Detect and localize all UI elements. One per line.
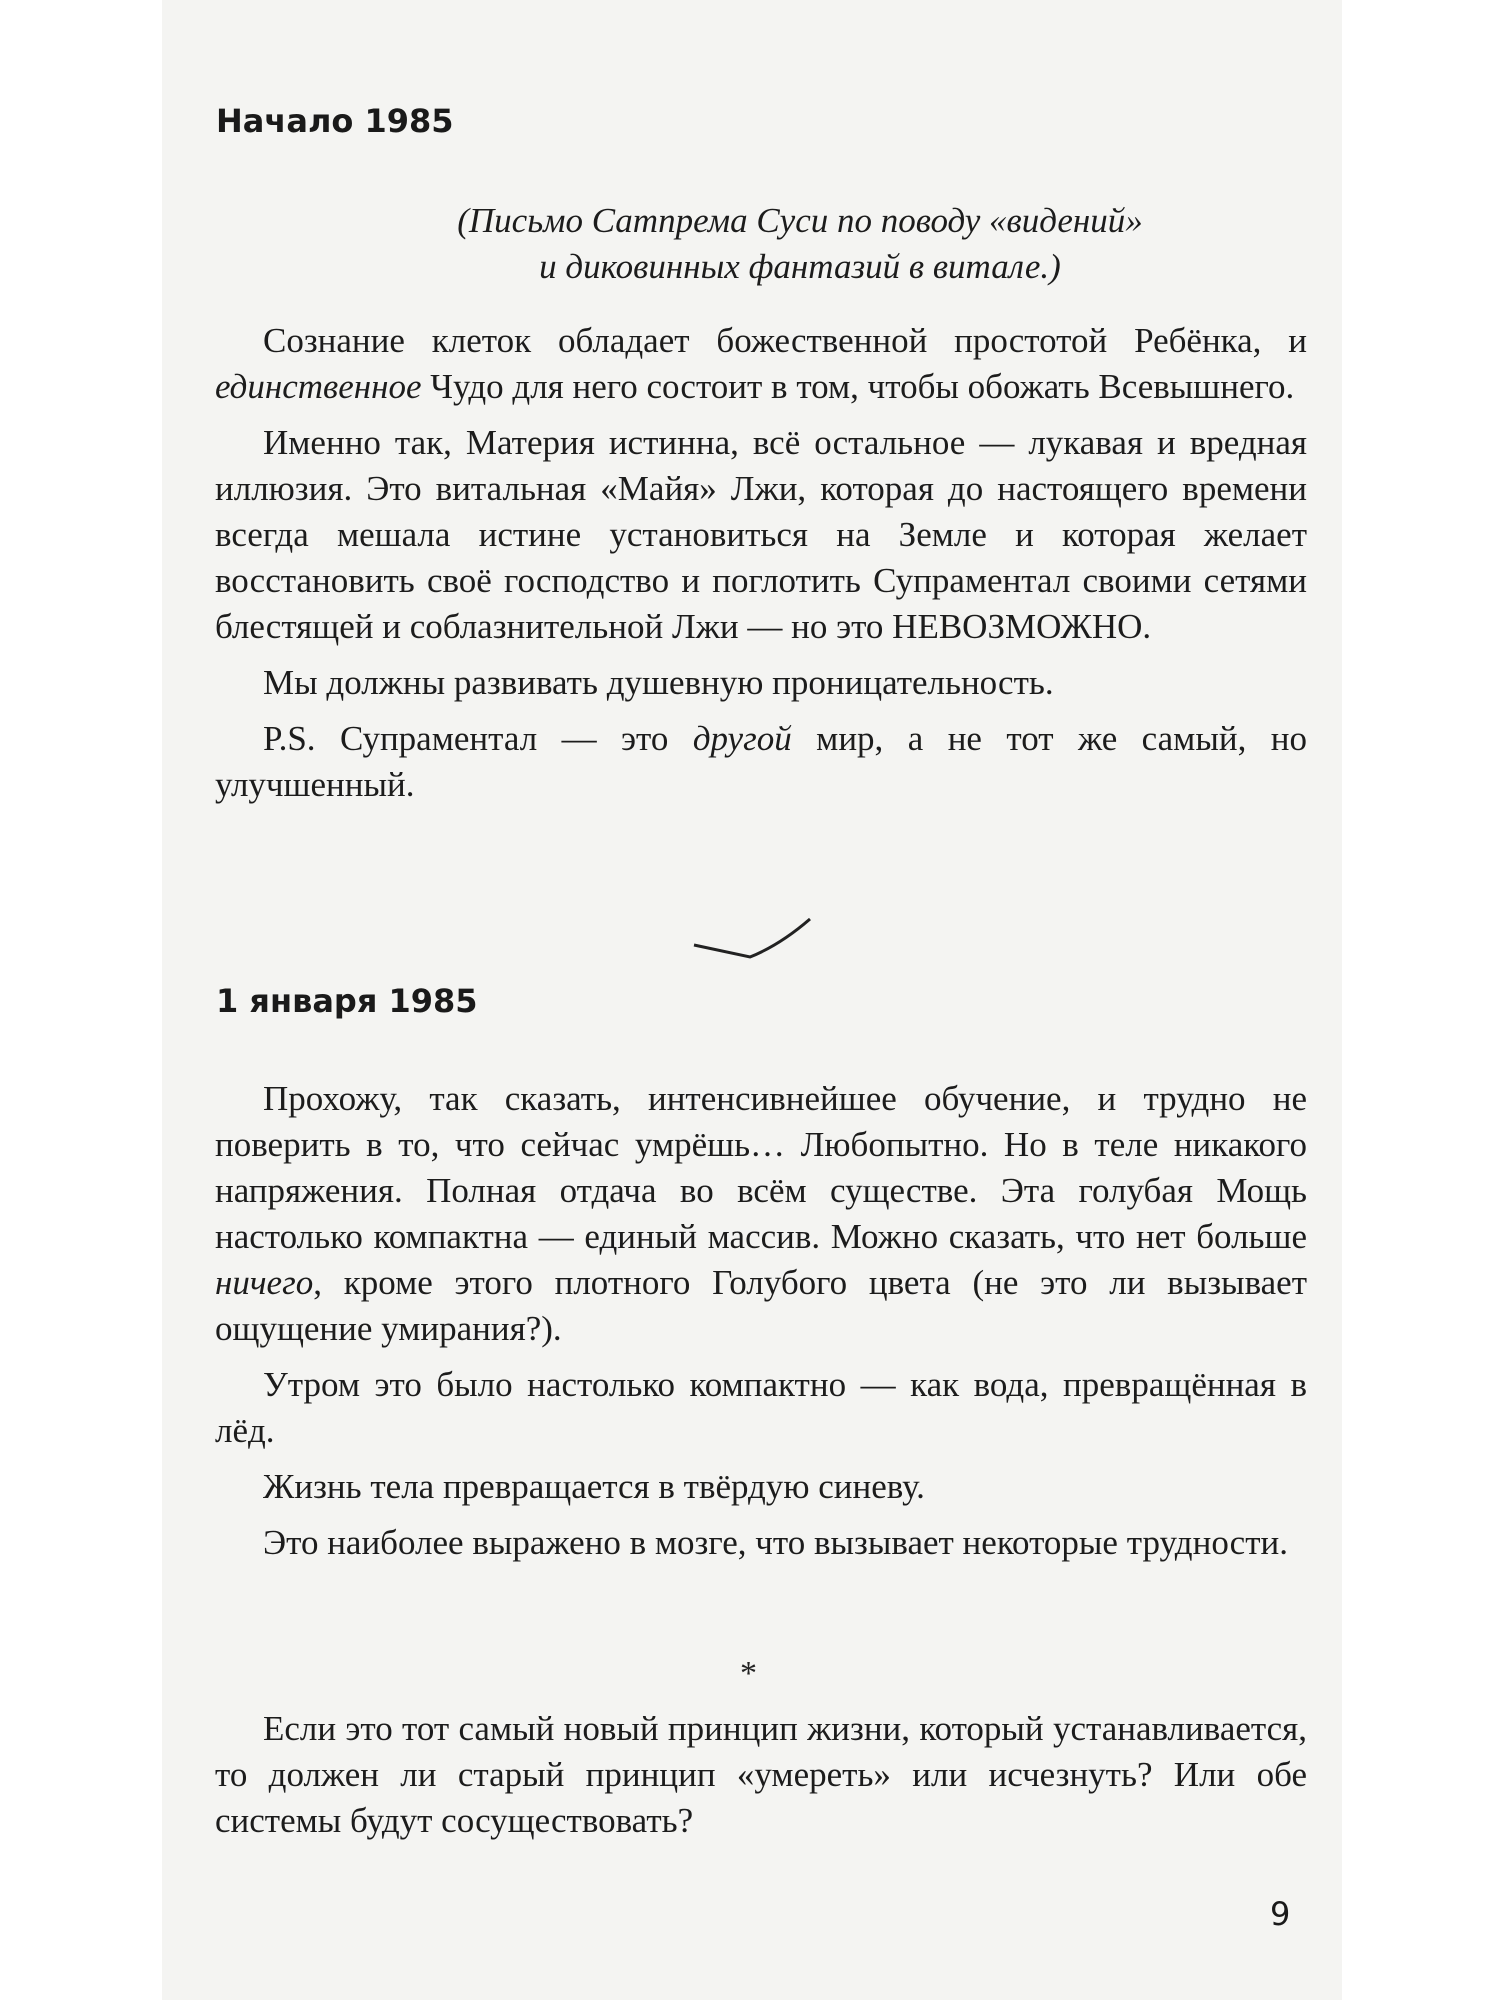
paragraph: Это наиболее выражено в мозге, что вызывает некоторые трудности.: [263, 1523, 1288, 1562]
paragraph: Именно так, Материя истинна, всё остальное — лукавая и вредная иллюзия. Это витальная «Майя» Лжи, которая до настоящего времени всегда мешала истине установиться на Земле и которая желает восстановить своё господство и поглотить Супраментал своими сетями блестящей и соблазнительной Лжи — но это НЕВОЗМОЖНО.: [215, 423, 1307, 646]
section1-body: [215, 318, 1307, 808]
section-heading-early-1985: Начало 1985: [216, 102, 454, 140]
paragraph: Прохожу, так сказать, интенсивнейшее обучение, и трудно не поверить в то, что сейчас умрёшь… Любопытно. Но в теле никакого напряжения. Полная отдача во всём существе. Эта голубая Мощь настолько компактна — единый массив. Можно сказать, что нет больше ничего, кроме этого плотного Голубого цвета (не это ли вызывает ощущение умирания?).: [215, 1079, 1307, 1348]
checkmark-icon: [690, 905, 830, 965]
separator-asterisk: *: [740, 1655, 757, 1692]
paragraph: Сознание клеток обладает божественной простотой Ребёнка, и единственное Чудо для него состоит в том, чтобы обожать Всевышнего.: [215, 321, 1307, 406]
section2-closing: [215, 1706, 1307, 1844]
section-heading-jan-1-1985: 1 января 1985: [216, 982, 478, 1020]
paragraph: Утром это было настолько компактно — как вода, превращённая в лёд.: [215, 1365, 1307, 1450]
section2-body: [215, 1076, 1307, 1566]
subtitle-line-1: (Письмо Сатпрема Суси по поводу «видений»: [457, 201, 1143, 240]
page-number: 9: [1270, 1895, 1291, 1933]
paragraph: Жизнь тела превращается в твёрдую синеву.: [263, 1467, 925, 1506]
paragraph: P.S. Супраментал — это другой мир, а не тот же самый, но улучшенный.: [215, 719, 1307, 804]
paragraph: Если это тот самый новый принцип жизни, который устанавливается, то должен ли старый принцип «умереть» или исчезнуть? Или обе системы будут сосуществовать?: [215, 1709, 1307, 1840]
subtitle-line-2: и диковинных фантазий в витале.): [539, 247, 1061, 286]
paragraph: Мы должны развивать душевную проницательность.: [263, 663, 1054, 702]
